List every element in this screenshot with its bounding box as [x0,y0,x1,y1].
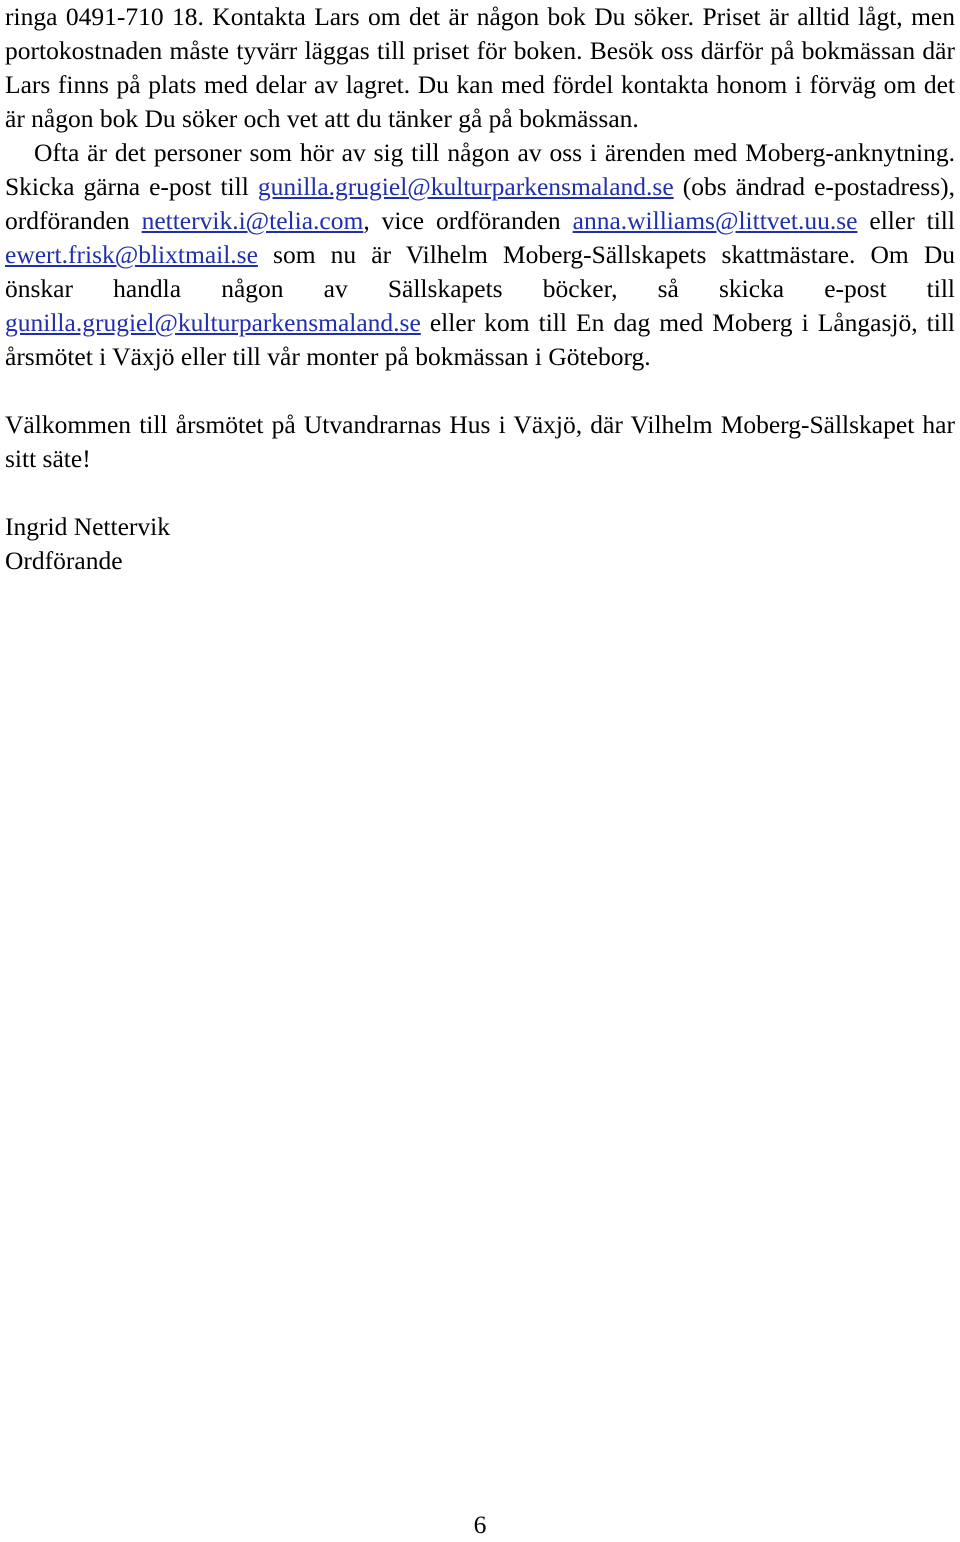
document-page [5,0,955,578]
email-link-gunilla-2[interactable]: gunilla.grugiel@kulturparkensmaland.se [5,308,421,337]
email-link-nettervik[interactable]: nettervik.i@telia.com [141,206,364,235]
email-link-gunilla[interactable]: gunilla.grugiel@kulturparkensmaland.se [257,172,674,201]
paragraph-bookstore: ringa 0491-710 18. Kontakta Lars om det är någon bok Du söker. Priset är alltid lågt, men portokostnaden måste tyvärr läggas till priset för boken. Besök oss därför på bokmässan där Lars finns på plats med delar av lagret. Du kan med fördel kontakta honom i förväg om det är någon bok Du söker och vet att du tänker gå på bokmässan. [5,2,955,133]
page-number: 6 [473,1510,487,1539]
contacts-text-5: som nu är Vilhelm Moberg-Sällskapets skattmästare. Om Du önskar handla någon av Sällskapets böcker, så skicka e-post till [5,240,955,303]
signature-role: Ordförande [5,546,123,575]
contacts-text-1: Ofta är det personer som hör av sig till någon av oss i ärenden med Moberg-anknytning. Skicka gärna e-post till [5,138,955,201]
contacts-text-2: (obs ändrad e-postadress), ordföranden [5,172,955,235]
paragraph-spacer [5,374,955,408]
signature-name: Ingrid Nettervik [5,512,170,541]
contacts-text-6: eller kom till En dag med Moberg i Långasjö, till årsmötet i Växjö eller till vår monter på bokmässan i Göteborg. [5,308,955,371]
paragraph-welcome: Välkommen till årsmötet på Utvandrarnas Hus i Växjö, där Vilhelm Moberg-Sällskapet har sitt säte! [5,410,955,473]
contacts-text-3: , vice ordföranden [363,206,573,235]
paragraph-spacer [5,476,955,510]
email-link-anna-williams[interactable]: anna.williams@littvet.uu.se [572,206,858,235]
contacts-text-4: eller till [857,206,955,235]
paragraph-contacts [5,136,955,374]
email-link-ewert-frisk[interactable]: ewert.frisk@blixtmail.se [5,240,258,269]
